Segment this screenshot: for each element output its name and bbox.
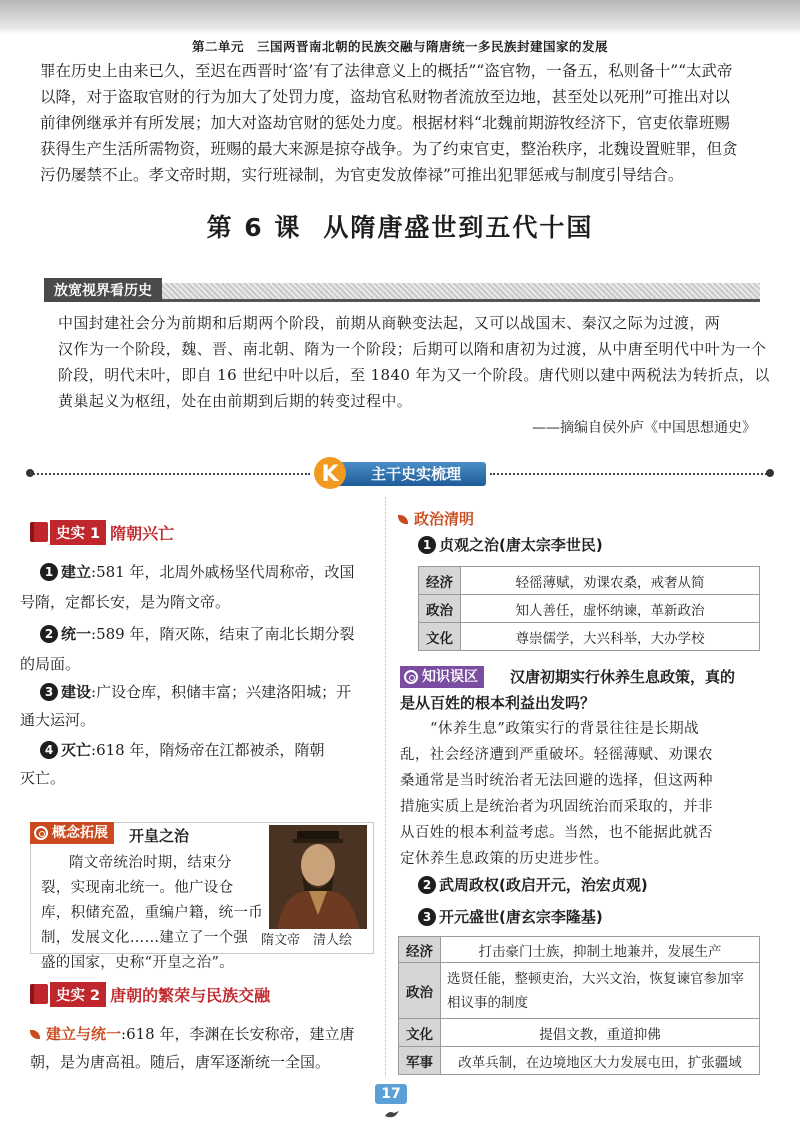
policy-value: 尊崇儒学，大兴科举，大办学校 [461, 623, 760, 651]
fact2-subhead [30, 1025, 121, 1043]
answer-line: 乱，社会经济遭到严重破坏。轻徭薄赋、劝课农 [400, 747, 713, 763]
policy-value: 提倡文教，重道抑佛 [441, 1019, 760, 1047]
policy-key: 政治 [419, 595, 461, 623]
section-divider-left [30, 473, 310, 475]
misconception-tag-label: 知识误区 [422, 669, 478, 685]
intro-line: 罪在历史上由来已久，至迟在西晋时‘盗’有了法律意义上的概括”“盗官物，一备五，私则备十”“太武帝 [40, 62, 733, 80]
question-line: 汉唐初期实行休养生息政策，真的 [510, 668, 736, 686]
fact2-text-cont: 朝，是为唐高祖。随后，唐军逐渐统一全国。 [30, 1053, 331, 1071]
lesson-title [0, 208, 800, 244]
policy-value: 轻徭薄赋，劝课农桑，戒奢从简 [461, 567, 760, 595]
number-badge: 2 [418, 876, 436, 894]
answer-line: 定休养生息政策的历史进步性。 [400, 851, 609, 867]
number-badge: 1 [40, 563, 58, 581]
broad-view-banner [44, 283, 760, 302]
concept-line: 隋文帝统治时期，结束分 [69, 855, 232, 871]
leaf-icon [398, 515, 408, 524]
misconception-tag [400, 666, 484, 688]
broad-view-line: 中国封建社会分为前期和后期两个阶段，前期从商鞅变法起，又可以战国末、秦汉之际为过渡，两 [58, 314, 721, 332]
intro-line: 获得生产生活所需物资，班赐的最大来源是掠夺战争。为了约束官吏，整治秩序，北魏设置赃罪，但贪 [40, 140, 738, 158]
reign1-heading [418, 534, 603, 555]
concept-line: 库，积储充盈，重编户籍，统一币 [41, 905, 263, 921]
reign3-policy-table [398, 936, 760, 1075]
emperor-portrait-image [269, 825, 367, 929]
policy-key: 政治 [399, 963, 441, 1019]
divider-dot-icon [766, 469, 774, 477]
table-row [399, 937, 760, 963]
item-text: :广设仓库，积储丰富；兴建洛阳城；开 [91, 683, 352, 701]
fact1-item-cont: 号隋，定都长安，是为隋文帝。 [20, 593, 231, 611]
fact1-tag: 史实 1 [50, 520, 106, 545]
policy-key: 文化 [399, 1019, 441, 1047]
question-line: 是从百姓的根本利益出发吗？ [400, 694, 596, 712]
concept-heading: 开皇之治 [129, 827, 190, 845]
politics-subhead-label: 政治清明 [414, 510, 475, 528]
politics-subhead [398, 508, 474, 529]
intro-line: 前律例继承并有所发展；加大对盗劫官财的惩处力度。根据材料“北魏前期游牧经济下，官吏依靠班赐 [40, 114, 730, 132]
item-text: :618 年，隋炀帝在江都被杀，隋朝 [91, 741, 325, 759]
fact2-tag: 史实 2 [50, 982, 106, 1007]
fact2-subhead-label: 建立与统一 [46, 1025, 122, 1043]
fact1-item-cont: 灭亡。 [20, 769, 66, 787]
running-head: 第二单元 三国两晋南北朝的民族交融与隋唐统一多民族封建国家的发展 [191, 39, 608, 54]
intro-paragraph [40, 58, 760, 188]
reign1-title: 贞观之治(唐太宗李世民) [439, 536, 603, 554]
number-badge: 2 [40, 625, 58, 643]
policy-key: 经济 [419, 567, 461, 595]
number-badge: 3 [40, 683, 58, 701]
concept-line: 盛的国家，史称“开皇之治”。 [41, 955, 235, 971]
fact2-title: 唐朝的繁荣与民族交融 [110, 985, 271, 1005]
table-row [399, 1019, 760, 1047]
fact2-establish-line [30, 1022, 354, 1046]
misconception-answer [400, 716, 713, 872]
table-row [399, 1047, 760, 1075]
swirl-icon [34, 826, 48, 840]
reign1-policy-table [418, 566, 760, 651]
policy-value: 知人善任，虚怀纳谏，革新政治 [461, 595, 760, 623]
section-divider-right [490, 473, 770, 475]
book-icon [30, 984, 48, 1004]
portrait-caption: 隋文帝 清人绘 [261, 933, 353, 948]
item-text: :581 年，北周外戚杨坚代周称帝，改国 [91, 563, 355, 581]
bird-icon [384, 1108, 400, 1120]
column-separator [385, 497, 386, 1077]
table-row [419, 567, 760, 595]
lesson-number: 第 6 课 [206, 213, 302, 242]
number-badge: 3 [418, 908, 436, 926]
item-label: 建立 [61, 563, 92, 581]
k-letter: K [321, 462, 339, 487]
policy-key: 文化 [419, 623, 461, 651]
reign2-title: 武周政权(政启开元，治宏贞观) [439, 876, 648, 894]
table-row [399, 963, 760, 1019]
fact1-item-cont: 的局面。 [20, 655, 81, 673]
answer-line: 措施实质上是统治者为巩固统治而采取的，并非 [400, 799, 713, 815]
fact1-item [40, 680, 351, 704]
fact1-item [40, 622, 354, 646]
book-icon [30, 522, 48, 542]
swirl-icon [404, 670, 418, 684]
table-row [419, 623, 760, 651]
fact1-title: 隋朝兴亡 [110, 523, 175, 543]
leaf-icon [30, 1030, 40, 1039]
reign2-heading [418, 874, 648, 895]
main-facts-banner [312, 458, 488, 488]
reign3-title: 开元盛世(唐玄宗李隆基) [439, 908, 603, 926]
lesson-name: 从隋唐盛世到五代十国 [323, 213, 594, 242]
broad-view-text [58, 310, 770, 414]
concept-box [30, 822, 374, 971]
answer-line: “休养生息”政策实行的背景往往是长期战 [430, 721, 699, 737]
policy-value: 选贤任能，整顿吏治，大兴文治，恢复谏官参加宰相议事的制度 [441, 963, 760, 1019]
fact1-item [40, 738, 324, 762]
broad-view-line: 阶段，明代末叶，即自 16 世纪中叶以后，至 1840 年为又一个阶段。唐代则以建中两税法为转折点，以 [58, 366, 770, 384]
k-letter-icon [312, 455, 348, 491]
number-badge: 4 [40, 741, 58, 759]
answer-line: 桑通常是当时统治者无法回避的选择，但这两种 [400, 773, 713, 789]
policy-value: 改革兵制，在边境地区大力发展屯田，扩张疆域 [441, 1047, 760, 1075]
intro-line: 污仍屡禁不止。孝文帝时期，实行班禄制，为官吏发放俸禄”可推出犯罪惩戒与制度引导结合。 [40, 166, 684, 184]
fact1-item [40, 560, 354, 584]
policy-value: 打击豪门士族，抑制土地兼并，发展生产 [441, 937, 760, 963]
item-label: 灭亡 [61, 741, 92, 759]
top-scan-band [0, 0, 800, 34]
concept-text [41, 851, 263, 976]
concept-tag [30, 822, 114, 844]
policy-key: 军事 [399, 1047, 441, 1075]
fact2-text: :618 年，李渊在长安称帝，建立唐 [121, 1025, 355, 1043]
fact2-header [30, 982, 270, 1006]
concept-line: 裂，实现南北统一。他广设仓 [41, 880, 234, 896]
misconception-box [396, 664, 760, 867]
intro-line: 以降，对于盗取官财的行为加大了处罚力度，盗劫官私财物者流放至边地，甚至处以死刑”可推出对以 [40, 88, 730, 106]
fact1-header [30, 520, 174, 544]
broad-view-line: 黄巢起义为枢纽，处在由前期到后期的转变过程中。 [58, 392, 413, 410]
concept-tag-label: 概念拓展 [52, 825, 108, 841]
reign3-heading [418, 906, 603, 927]
policy-key: 经济 [399, 937, 441, 963]
item-label: 统一 [61, 625, 92, 643]
broad-view-tag: 放宽视界看历史 [44, 278, 162, 302]
answer-line: 从百姓的根本利益考虑。当然，也不能据此就否 [400, 825, 713, 841]
item-text: :589 年，隋灭陈，结束了南北长期分裂 [91, 625, 355, 643]
number-badge: 1 [418, 536, 436, 554]
table-row [419, 595, 760, 623]
fact1-item-cont: 通大运河。 [20, 711, 96, 729]
page-number: 17 [375, 1084, 407, 1104]
broad-view-line: 汉作为一个阶段，魏、晋、南北朝、隋为一个阶段；后期可以隋和唐初为过渡，从中唐至明代中叶为一个 [58, 340, 767, 358]
concept-line: 制，发展文化……建立了一个强 [41, 930, 249, 946]
broad-view-source: ——摘编自侯外庐《中国思想通史》 [532, 420, 756, 436]
main-facts-title: 主干史实梳理 [332, 462, 486, 486]
item-label: 建设 [61, 683, 92, 701]
